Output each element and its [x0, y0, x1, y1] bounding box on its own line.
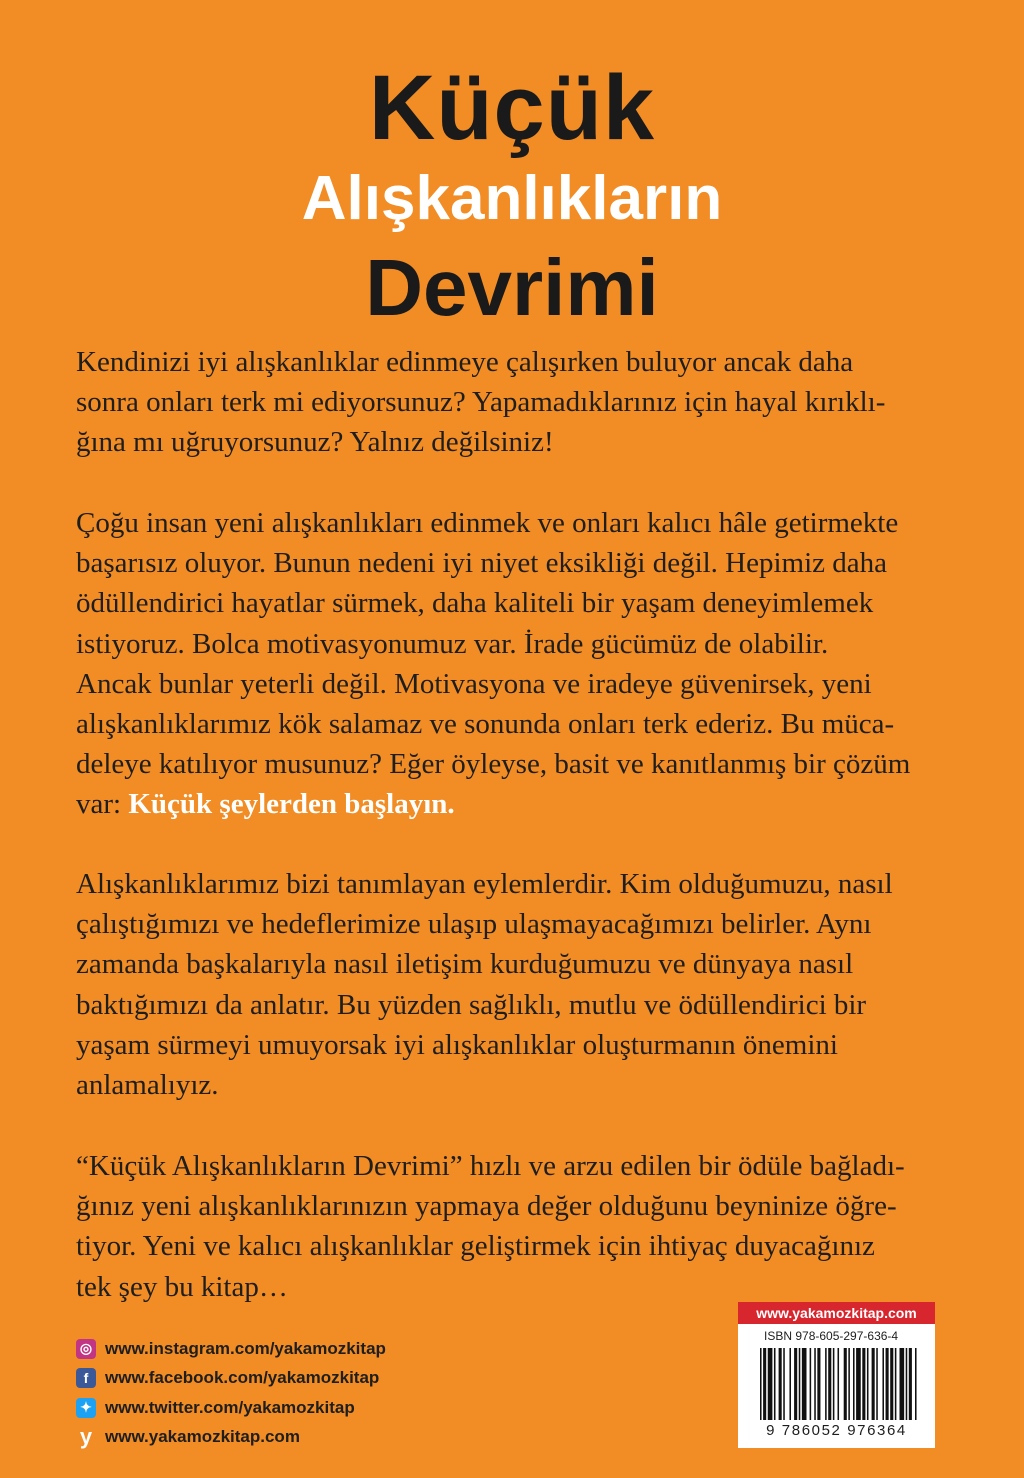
paragraph-2: [76, 503, 934, 825]
barcode-bar: [768, 1348, 773, 1420]
barcode-bar: [915, 1348, 917, 1420]
barcode-bar: [760, 1348, 762, 1420]
barcode-bar: [838, 1348, 840, 1420]
paragraph-line: çalıştığımızı ve hedeflerimize ulaşıp ulaşmayacağımızı belirler. Aynı: [76, 908, 872, 941]
paragraph-line: baktığımızı da anlatır. Bu yüzden sağlıklı, mutlu ve ödüllendirici bir: [76, 988, 867, 1021]
paragraph-line: Çoğu insan yeni alışkanlıkları edinmek ve onları kalıcı hâle getirmekte: [76, 507, 899, 539]
title-line-3: Devrimi: [365, 243, 659, 332]
barcode-bar: [828, 1348, 831, 1420]
title-line-2: Alışkanlıkların: [301, 164, 723, 233]
highlight-phrase: Küçük şeylerden başlayın.: [128, 788, 455, 821]
yakamoz-logo-icon: y: [79, 1424, 93, 1450]
social-link-text: www.instagram.com/yakamozkitap: [105, 1338, 386, 1358]
barcode-bar: [882, 1348, 884, 1420]
paragraph-line: yaşam sürmeyi umuyorsak iyi alışkanlıklar oluşturmanın önemini: [76, 1028, 838, 1061]
barcode-bar: [876, 1348, 878, 1420]
social-link-text: www.twitter.com/yakamozkitap: [105, 1397, 355, 1417]
paragraph-line: deleye katılıyor musunuz? Eğer öyleyse, basit ve kanıtlanmış bir çözüm: [76, 748, 911, 781]
barcode-bar: [900, 1348, 905, 1420]
barcode-bar: [853, 1348, 855, 1420]
social-link-twitter[interactable]: [76, 1393, 386, 1423]
paragraph-line: ğınız yeni alışkanlıklarınızın yapmaya değer olduğunu beyninize öğre-: [76, 1190, 897, 1223]
barcode-bar: [763, 1348, 766, 1420]
social-link-text: www.facebook.com/yakamozkitap: [105, 1368, 380, 1388]
barcode-bar: [814, 1348, 816, 1420]
barcode-bar: [774, 1348, 776, 1420]
paragraph-line-prefix: var:: [76, 788, 129, 821]
facebook-icon: f: [76, 1368, 96, 1388]
barcode-box: [738, 1302, 935, 1448]
barcode-bar: [867, 1348, 869, 1420]
paragraph-line: Kendinizi iyi alışkanlıklar edinmeye çalışırken buluyor ancak daha: [76, 346, 854, 378]
paragraph-line: tek şey bu kitap…: [76, 1270, 288, 1303]
barcode-bar: [848, 1348, 850, 1420]
paragraph-line: istiyoruz. Bolca motivasyonumuz var. İrade gücümüz de olabilir.: [76, 627, 829, 660]
paragraph-4: [76, 1146, 934, 1307]
barcode-bar: [872, 1348, 875, 1420]
paragraph-line: başarısız oluyor. Bunun nedeni iyi niyet eksikliği değil. Hepimiz daha: [76, 547, 888, 580]
barcode-bar: [862, 1348, 865, 1420]
paragraph-line: sonra onları terk mi ediyorsunuz? Yapamadıklarınız için hayal kırıklı-: [76, 386, 886, 419]
twitter-icon: ✦: [76, 1398, 96, 1418]
barcode-bar: [802, 1348, 807, 1420]
barcode-bar: [779, 1348, 782, 1420]
paragraph-line: tiyor. Yeni ve kalıcı alışkanlıklar geliştirmek için ihtiyaç duyacağınız: [76, 1230, 875, 1263]
paragraph-line: Ancak bunlar yeterli değil. Motivasyona ve iradeye güvenirsek, yeni: [76, 667, 872, 700]
barcode-bar: [890, 1348, 893, 1420]
paragraph-1: [76, 342, 934, 463]
social-links: [76, 1334, 386, 1452]
barcode-bar: [909, 1348, 912, 1420]
paragraph-line: Alışkanlıklarımız bizi tanımlayan eylemlerdir. Kim olduğumuzu, nasıl: [76, 868, 893, 900]
barcode-bar: [906, 1348, 908, 1420]
barcode-digits: 9 786052 976364: [766, 1422, 907, 1439]
paragraph-3: [76, 864, 934, 1105]
paragraph-line: alışkanlıklarımız kök salamaz ve sonunda onları terk ederiz. Bu müca-: [76, 708, 895, 741]
barcode-bar: [799, 1348, 801, 1420]
paragraph-line: ödüllendirici hayatlar sürmek, daha kaliteli bir yaşam deneyimlemek: [76, 587, 874, 620]
barcode-bar: [794, 1348, 797, 1420]
paragraph-last-line: [76, 784, 934, 824]
barcode-bar: [886, 1348, 889, 1420]
barcode-bar: [810, 1348, 812, 1420]
social-link-facebook[interactable]: [76, 1364, 386, 1394]
paragraph-line: anlamalıyız.: [76, 1069, 219, 1102]
barcode-bar: [895, 1348, 897, 1420]
barcode-bar: [844, 1348, 847, 1420]
title-line-1: Küçük: [368, 57, 656, 159]
paragraph-line: zamanda başkalarıyla nasıl iletişim kurduğumuzu ve dünyaya nasıl: [76, 948, 854, 981]
isbn-label: ISBN 978-605-297-636-4: [764, 1329, 899, 1343]
barcode-bar: [789, 1348, 791, 1420]
barcode-bar: [817, 1348, 820, 1420]
barcode-image: [738, 1346, 935, 1422]
social-link-website[interactable]: [76, 1423, 386, 1453]
paragraph-line: ğına mı uğruyorsunuz? Yalnız değilsiniz!: [76, 426, 554, 459]
publisher-url-bar: www.yakamozkitap.com: [738, 1302, 935, 1324]
social-link-instagram[interactable]: [76, 1334, 386, 1364]
social-link-text: www.yakamozkitap.com: [105, 1427, 300, 1447]
instagram-icon: ◎: [76, 1339, 96, 1359]
barcode-bar: [833, 1348, 835, 1420]
paragraph-line: “Küçük Alışkanlıkların Devrimi” hızlı ve arzu edilen bir ödüle bağladı-: [76, 1150, 905, 1182]
barcode-bar: [825, 1348, 827, 1420]
barcode-bar: [783, 1348, 785, 1420]
barcode-bar: [856, 1348, 861, 1420]
